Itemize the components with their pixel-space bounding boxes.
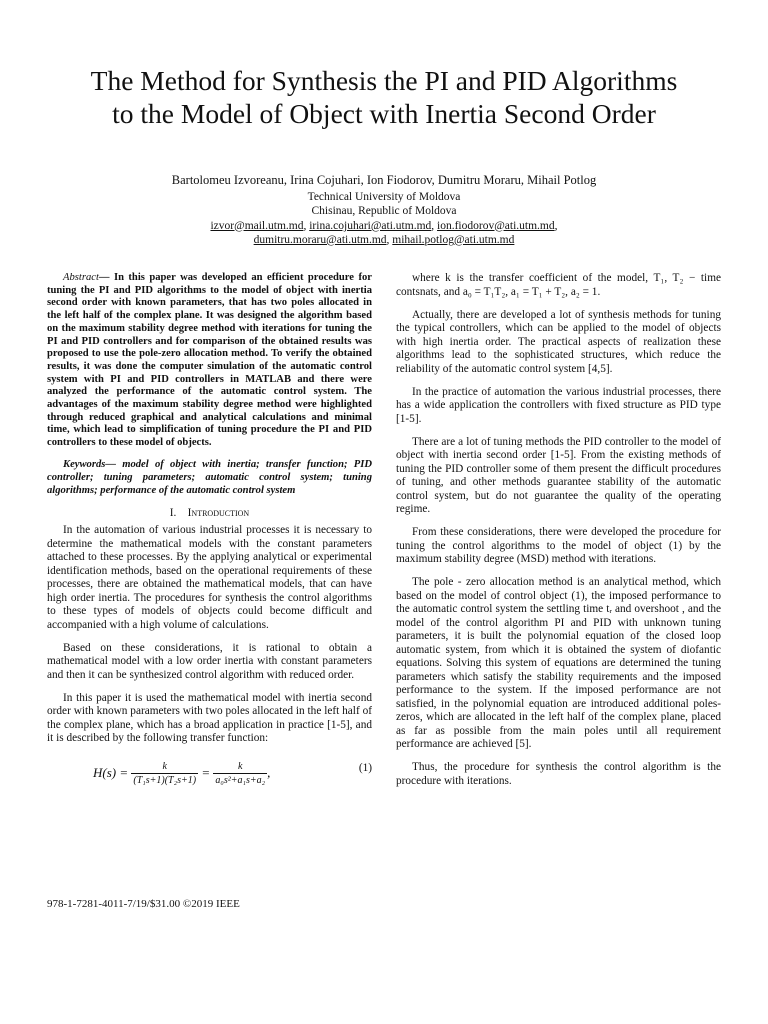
- abstract: [47, 272, 372, 450]
- body-paragraph: Based on these considerations, it is rational to obtain a mathematical model with a low order inertia with constant parameters and then it can be synthesized control algorithm with reduced order.: [47, 641, 372, 681]
- equation-body: [93, 760, 270, 788]
- fraction-denominator: (T₁s+1)(T₂s+1): [133, 775, 197, 787]
- equation-lhs: H(s) =: [93, 764, 132, 780]
- keywords: Keywords— model of object with inertia; transfer function; PID controller; tuning parameters; automatic control system; tuning algorithms; performance of the automatic control system: [47, 459, 372, 496]
- section-heading-introduction: [47, 507, 372, 521]
- body-paragraph: From these considerations, there were developed the procedure for tuning the control algorithms to the model of object (1) by the maximum stability degree (MSD) method with iterations.: [396, 526, 721, 565]
- email-link[interactable]: dumitru.moraru@ati.utm.md: [253, 233, 387, 246]
- section-title: Introduction: [187, 506, 250, 519]
- copyright-footer: 978-1-7281-4011-7/19/$31.00 ©2019 IEEE: [47, 898, 240, 910]
- section-number: I.: [169, 506, 177, 519]
- right-column: [396, 272, 721, 798]
- university-location: Chisinau, Republic of Moldova: [311, 205, 457, 218]
- equation-fraction-2: [213, 760, 267, 788]
- equation-tail: ,: [267, 764, 271, 780]
- university-name: Technical University of Moldova: [307, 191, 461, 203]
- fraction-numerator: k: [213, 760, 267, 775]
- title-line-1: The Method for Synthesis the PI and PID Algorithms: [90, 65, 678, 96]
- title-line-2: to the Model of Object with Inertia Second Order: [112, 98, 656, 129]
- body-paragraph: In the automation of various industrial processes it is necessary to determine the mathematical models with the constant parameters attached to these processes. By the applying analytical or experimental identification methods, based on the operational requirements of these processes, there are obtained the mathematical models, that can have high order inertia. The procedures for synthesis the control algorithms to these types of models of objects could become difficult and accompanied with a high volume of calculations.: [47, 524, 372, 631]
- email-line-1: izvor@mail.utm.md, irina.cojuhari@ati.utm.md, ion.fiodorov@ati.utm.md,: [210, 219, 558, 232]
- body-paragraph: Actually, there are developed a lot of synthesis methods for tuning the typical controllers, which can be applied to the model of objects with high inertia order. The practical aspects of realization these algorithms lead to the sophisticated structures, which reduce the reliability of the automatic control system [4,5].: [396, 308, 721, 375]
- email-link[interactable]: irina.cojuhari@ati.utm.md: [309, 219, 432, 232]
- left-column: [47, 272, 372, 787]
- affiliation-block: [40, 190, 728, 247]
- abstract-text: — In this paper was developed an efficient procedure for tuning the PI and PID algorithms to the model of object with inertia second order with known parameters, that has two poles allocated in the left half of the complex plane. It was designed the algorithm based on the maximum stability degree method with iterations for tuning the PI and PID controllers and for comparison of the obtained results was proposed to use the pole-zero allocation method. To verify the obtained results, it was done the computer simulation of the automatic control system with PI and PID controllers in MATLAB and there were analyzed the performance of the automatic control system. The advantages of the maximum stability degree method were highlighted through reduced graphical and analytical calculations and minimal time, which lead to simplification of tuning procedure the PI and PID controllers to these model of objects.: [47, 272, 372, 449]
- paper-title: [30, 64, 738, 130]
- email-link[interactable]: ion.fiodorov@ati.utm.md: [437, 219, 555, 232]
- equation-number: (1): [358, 761, 372, 774]
- body-paragraph: In the practice of automation the various industrial processes, there has a wide application the controllers with fixed structure as PID type [1-5].: [396, 385, 721, 425]
- body-paragraph: In this paper it is used the mathematical model with inertia second order with known parameters with two poles allocated in the left half of the complex plane, which has a broad application in practice [1-5], and it is described by the following transfer function:: [47, 691, 372, 745]
- email-link[interactable]: mihail.potlog@ati.utm.md: [392, 233, 515, 246]
- equation-equals: =: [201, 764, 214, 780]
- body-paragraph: The pole - zero allocation method is an analytical method, which based on the model of control object (1), the imposed performance to the automatic control system the settling time tᵣ and overshoot , and the model of the control algorithm PI and PID with unknown tuning parameters, it is built the polynomial equation of the closed loop automatic system, from which it is obtained the system of diofantic equations. Solving this system of equations are determined the tuning parameters which satisfy the stability requirements and the imposed performance to the system. If the imposed performance are not satisfied, in the polynomial equation are introduced additional poles-zeros, which are allocated in the left half of the complex plane, placed as far as possible from the main poles until all requirement performance are achieved [5].: [396, 576, 721, 750]
- body-paragraph: There are a lot of tuning methods the PID controller to the model of object with inertia second order [1-5]. From the existing methods of tuning the PID controller some of them present the difficult procedures of tuning, and other methods guarantee stability of the automatic control system, but do not guarantee the quality of the operating regime.: [396, 435, 721, 515]
- abstract-label: Abstract: [63, 272, 99, 283]
- body-paragraph: Thus, the procedure for synthesis the control algorithm is the procedure with iterations.: [396, 761, 721, 787]
- body-paragraph: where k is the transfer coefficient of the model, T₁, T₂ − time contsnats, and a₀ = T₁T₂, a₁ = T₁ + T₂, a₂ = 1.: [396, 272, 721, 298]
- fraction-denominator: a₀s²+a₁s+a₂: [215, 775, 266, 787]
- email-link[interactable]: izvor@mail.utm.md: [210, 219, 304, 232]
- author-list: Bartolomeu Izvoreanu, Irina Cojuhari, Ion Fiodorov, Dumitru Moraru, Mihail Potlog: [171, 173, 597, 187]
- email-line-2: dumitru.moraru@ati.utm.md, mihail.potlog@ati.utm.md: [253, 233, 515, 246]
- fraction-numerator: k: [131, 760, 198, 775]
- equation-fraction-1: [131, 760, 198, 788]
- equation-1: [47, 756, 372, 787]
